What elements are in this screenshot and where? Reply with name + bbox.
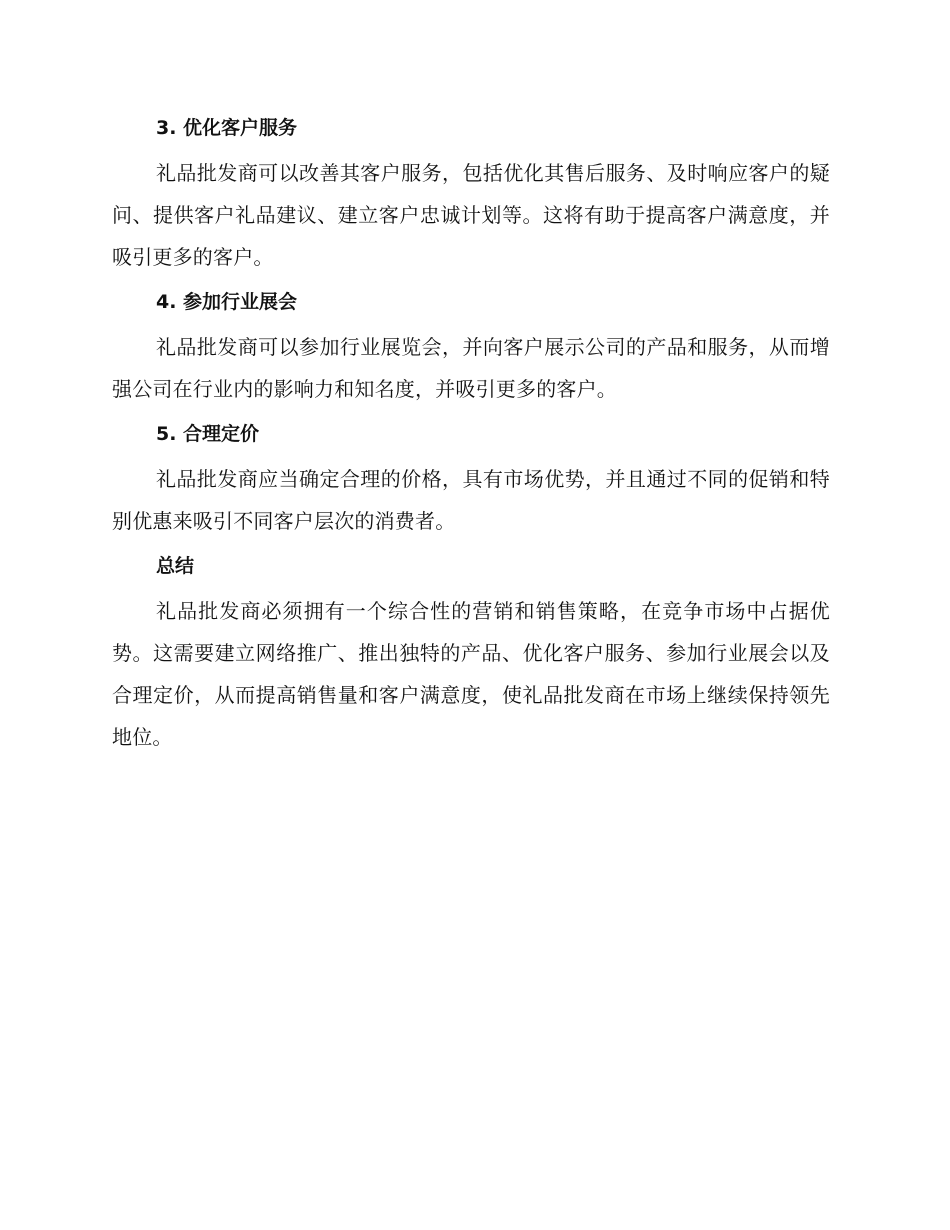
section-heading: 3. 优化客户服务 (156, 117, 298, 139)
section-paragraph: 礼品批发商可以参加行业展览会，并向客户展示公司的产品和服务，从而增强公司在行业内的影响力和知名度，并吸引更多的客户。 (112, 335, 830, 401)
section-pricing (112, 414, 830, 542)
section-heading: 5. 合理定价 (156, 423, 260, 445)
section-summary (112, 546, 830, 758)
section-heading: 总结 (156, 555, 195, 577)
section-trade-show (112, 282, 830, 410)
section-heading: 4. 参加行业展会 (156, 291, 298, 313)
section-paragraph: 礼品批发商必须拥有一个综合性的营销和销售策略，在竞争市场中占据优势。这需要建立网络推广、推出独特的产品、优化客户服务、参加行业展会以及合理定价，从而提高销售量和客户满意度，使礼品批发商在市场上继续保持领先地位。 (112, 599, 830, 749)
section-paragraph: 礼品批发商应当确定合理的价格，具有市场优势，并且通过不同的促销和特别优惠来吸引不同客户层次的消费者。 (112, 467, 830, 533)
document-page (112, 108, 830, 762)
section-customer-service (112, 108, 830, 278)
section-paragraph: 礼品批发商可以改善其客户服务，包括优化其售后服务、及时响应客户的疑问、提供客户礼品建议、建立客户忠诚计划等。这将有助于提高客户满意度，并吸引更多的客户。 (112, 161, 830, 269)
